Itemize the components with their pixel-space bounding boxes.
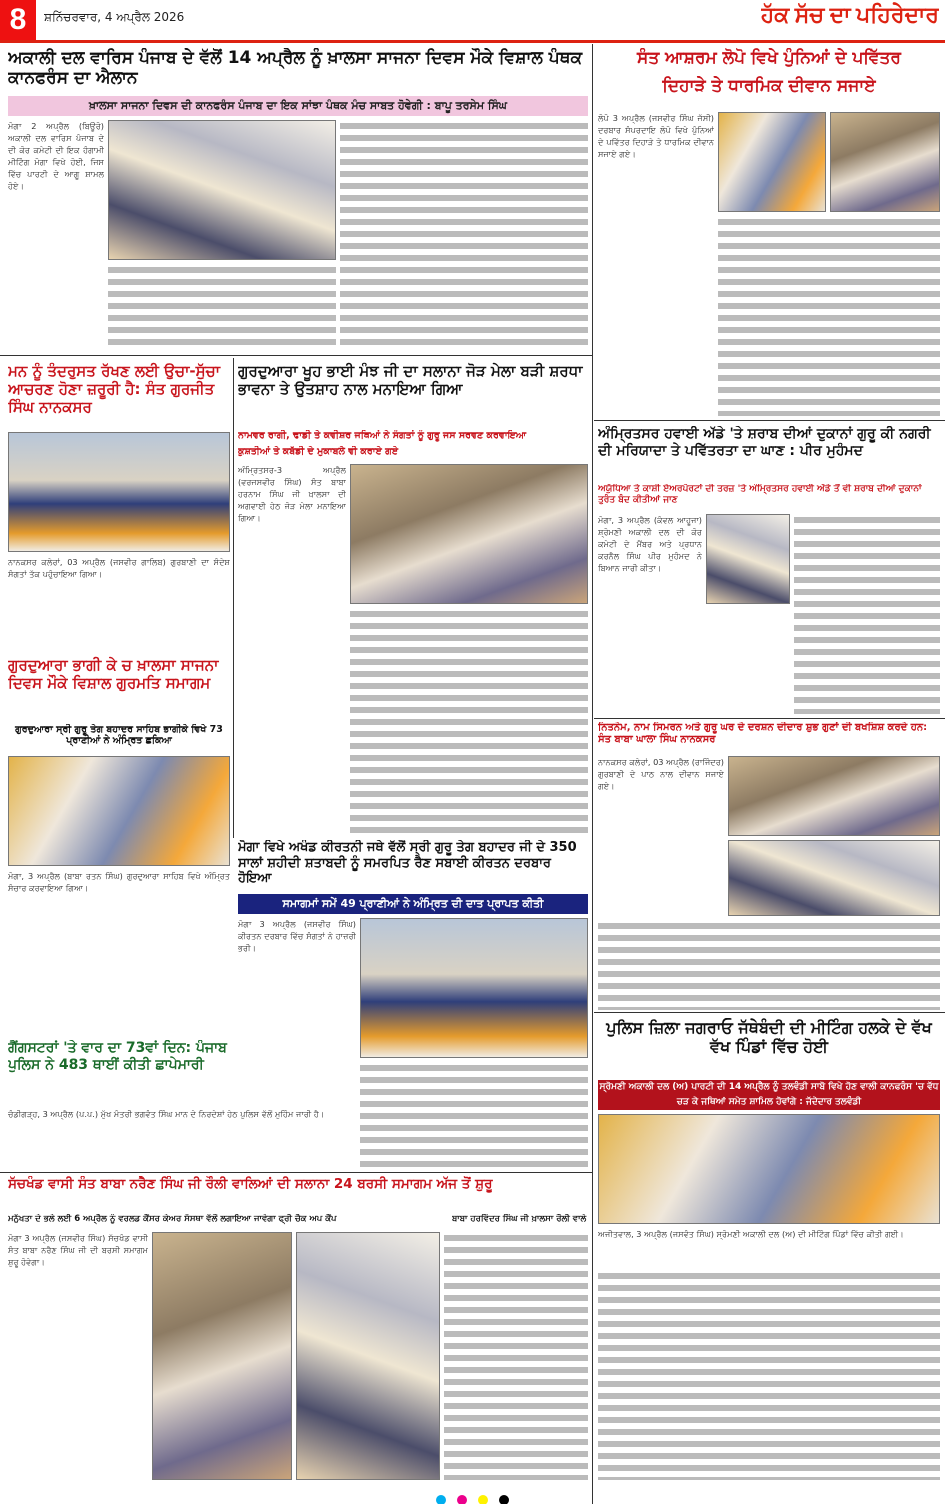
body-akali: ਮੋਗਾ 2 ਅਪ੍ਰੈਲ (ਬਿਊਰੋ) ਅਕਾਲੀ ਦਲ ਵਾਰਿਸ ਪੰਜਾਬ ਦੇ ਦੀ ਕੋਰ ਕਮੇਟੀ ਦੀ ਇਕ ਹੰਗਾਮੀ ਮੀਟਿੰਗ ਮੋਗਾ ਵਿਖੇ ਹੋਈ, ਜਿਸ ਵਿੱਚ ਪਾਰਟੀ ਦੇ ਆਗੂ ਸ਼ਾਮਲ ਹੋਏ। (8, 121, 104, 191)
headline-gangster: ਗੈਂਗਸਟਰਾਂ 'ਤੇ ਵਾਰ ਦਾ 73ਵਾਂ ਦਿਨ: ਪੰਜਾਬ ਪੁਲਿਸ ਨੇ 483 ਥਾਈਂ ਕੀਤੀ ਛਾਪੇਮਾਰੀ (8, 1040, 227, 1073)
headline-amritsar-airport: ਅੰਮ੍ਰਿਤਸਰ ਹਵਾਈ ਅੱਡੇ 'ਤੇ ਸ਼ਰਾਬ ਦੀਆਂ ਦੁਕਾਨਾਂ ਗੁਰੂ ਕੀ ਨਗਰੀ ਦੀ ਮਰਿਯਾਦਾ ਤੇ ਪਵਿੱਤਰਤਾ ਦਾ ਘਾਣ : ਪੀਰ ਮੁਹੰਮਦ (598, 426, 931, 459)
registration-dot (499, 1495, 509, 1504)
registration-dot (457, 1495, 467, 1504)
headline-sant-ashram-2: ਦਿਹਾੜੇ ਤੇ ਧਾਰਮਿਕ ਦੀਵਾਨ ਸਜਾਏ (662, 76, 876, 96)
body-nanaksar: ਨਾਨਕਸਰ ਕਲੇਰਾਂ, 03 ਅਪ੍ਰੈਲ (ਜਸਵੀਰ ਗਾਲਿਬ) ਗੁਰਬਾਣੀ ਦਾ ਸੰਦੇਸ਼ ਸੰਗਤਾਂ ਤੱਕ ਪਹੁੰਚਾਇਆ ਗਿਆ। (8, 557, 230, 579)
divider (0, 1172, 592, 1173)
photo-police (598, 1114, 940, 1224)
divider (594, 718, 945, 719)
headline-gurmat-samagam: ਗੁਰਦੁਆਰਾ ਭਾਗੀ ਕੇ ਚ ਖ਼ਾਲਸਾ ਸਾਜਨਾ ਦਿਵਸ ਮੌਕੇ ਵਿਸ਼ਾਲ ਗੁਰਮਤਿ ਸਮਾਗਮ (8, 656, 219, 692)
divider (594, 420, 945, 421)
photo-gurdwara-khooh (350, 464, 588, 604)
headline-gurdwara-khooh: ਗੁਰਦੁਆਰਾ ਖੂਹ ਭਾਈ ਮੰਝ ਜੀ ਦਾ ਸਲਾਨਾ ਜੋੜ ਮੇਲਾ ਬੜੀ ਸ਼ਰਧਾ ਭਾਵਨਾ ਤੇ ਉਤਸ਼ਾਹ ਨਾਲ ਮਨਾਇਆ ਗਿਆ (238, 362, 583, 398)
body-gangster: ਚੰਡੀਗੜ੍ਹ, 3 ਅਪ੍ਰੈਲ (ਪ.ਪ.) ਮੁੱਖ ਮੰਤਰੀ ਭਗਵੰਤ ਸਿੰਘ ਮਾਨ ਦੇ ਨਿਰਦੇਸ਼ਾਂ ਹੇਠ ਪੁਲਿਸ ਵੱਲੋਂ ਮੁਹਿੰਮ ਜਾਰੀ ਹੈ। (8, 1109, 325, 1119)
body-lines-gurdwara-khooh (350, 608, 588, 834)
body-amritsar-airport: ਮੋਗਾ, 3 ਅਪ੍ਰੈਲ (ਕੰਵਲ ਆਹੂਜਾ) ਸ਼੍ਰੋਮਣੀ ਅਕਾਲੀ ਦਲ ਦੀ ਕੋਰ ਕਮੇਟੀ ਦੇ ਮੈਂਬਰ ਅਤੇ ਪ੍ਰਧਾਨ ਕਰਨੈਲ ਸਿੰਘ ਪੀਰ ਮੁਹੰਮਦ ਨੇ ਬਿਆਨ ਜਾਰੀ ਕੀਤਾ। (598, 515, 702, 573)
body-lines-akali (108, 264, 336, 350)
newspaper-title: ਹੱਕ ਸੱਚ ਦਾ ਪਹਿਰੇਦਾਰ (760, 2, 939, 27)
divider (0, 355, 592, 356)
divider (233, 358, 234, 838)
body-lines-police (598, 1270, 940, 1480)
photo-sachkhand-1 (152, 1232, 292, 1480)
headline-nitnem: ਨਿਤਨੇਮ, ਨਾਮ ਸਿਮਰਨ ਅਤੇ ਗੁਰੂ ਘਰ ਦੇ ਦਰਸ਼ਨ ਦੀਦਾਰ ਸ਼ੁਭ ਗੁਣਾਂ ਦੀ ਬਖਸ਼ਿਸ਼ ਕਰਦੇ ਹਨ: ਸੰਤ ਬਾਬਾ ਘਾਲਾ ਸਿੰਘ ਨਾਨਕਸਰ (598, 722, 928, 745)
body-sachkhand: ਮੋਗਾ 3 ਅਪ੍ਰੈਲ (ਜਸਵੀਰ ਸਿੰਘ) ਸੱਚਖੰਡ ਵਾਸੀ ਸੰਤ ਬਾਬਾ ਨਰੈਣ ਸਿੰਘ ਜੀ ਦੀ ਬਰਸੀ ਸਮਾਗਮ ਸ਼ੁਰੂ ਹੋਵੇਗਾ। (8, 1233, 148, 1267)
headline-nanaksar: ਮਨ ਨੂੰ ਤੰਦਰੁਸਤ ਰੱਖਣ ਲਈ ਉਚਾ-ਸੁੱਚਾ ਆਚਰਣ ਹੋਣਾ ਜ਼ਰੂਰੀ ਹੈ: ਸੰਤ ਗੁਰਜੀਤ ਸਿੰਘ ਨਾਨਕਸਰ (8, 362, 221, 416)
subhead-amritsar-airport: ਅਯੁੱਧਿਆ ਤੇ ਕਾਸ਼ੀ ਏਅਰਪੋਰਟਾਂ ਦੀ ਤਰਜ਼ 'ਤੇ ਅੰਮ੍ਰਿਤਸਰ ਹਵਾਈ ਅੱਡੇ ਤੋਂ ਵੀ ਸ਼ਰਾਬ ਦੀਆਂ ਦੁਕਾਨਾਂ ਤੁਰੰਤ ਬੰਦ ਕੀਤੀਆਂ ਜਾਣ (598, 484, 922, 505)
body-kirtan-darbar: ਮੋਗਾ 3 ਅਪ੍ਰੈਲ (ਜਸਵੀਰ ਸਿੰਘ) ਕੀਰਤਨ ਦਰਬਾਰ ਵਿੱਚ ਸੰਗਤਾਂ ਨੇ ਹਾਜ਼ਰੀ ਭਰੀ। (238, 919, 356, 953)
headline-kirtan-darbar: ਮੋਗਾ ਵਿਖੇ ਅਖੰਡ ਕੀਰਤਨੀ ਜਥੇ ਵੱਲੋਂ ਸ੍ਰੀ ਗੁਰੂ ਤੇਗ ਬਹਾਦਰ ਜੀ ਦੇ 350 ਸਾਲਾਂ ਸ਼ਹੀਦੀ ਸ਼ਤਾਬਦੀ ਨੂੰ ਸਮਰਪਿਤ ਰੈਣ ਸਬਾਈ ਕੀਰਤਨ ਦਰਬਾਰ ਹੋਇਆ (238, 840, 577, 887)
subhead-police: ਸ੍ਰੋਮਣੀ ਅਕਾਲੀ ਦਲ (ਅ) ਪਾਰਟੀ ਦੀ 14 ਅਪ੍ਰੈਲ ਨੂੰ ਤਲਵੰਡੀ ਸਾਬੋ ਵਿਖੇ ਹੋਣ ਵਾਲੀ ਕਾਨਫਰੰਸ 'ਚ ਵੱਧ ਚੜ ਕੇ ਜਥਿਆਂ ਸਮੇਤ ਸ਼ਾਮਿਲ ਹੋਵਾਂਗੇ : ਜੱਦੇਦਾਰ ਤਲਵੰਡੀ (598, 1080, 940, 1110)
headline-sachkhand: ਸੱਚਖੰਡ ਵਾਸੀ ਸੰਤ ਬਾਬਾ ਨਰੈਣ ਸਿੰਘ ਜੀ ਰੌਲੀ ਵਾਲਿਆਂ ਦੀ ਸਲਾਨਾ 24 ਬਰਸੀ ਸਮਾਗਮ ਅੱਜ ਤੋਂ ਸ਼ੁਰੂ (8, 1176, 493, 1192)
body-gurdwara-khooh: ਅੰਮ੍ਰਿਤਸਰ-3 ਅਪ੍ਰੈਲ (ਵਰਜਸਵੀਰ ਸਿੰਘ) ਸੰਤ ਬਾਬਾ ਹਰਨਾਮ ਸਿੰਘ ਜੀ ਖ਼ਾਲਸਾ ਦੀ ਅਗਵਾਈ ਹੇਠ ਜੋੜ ਮੇਲਾ ਮਨਾਇਆ ਗਿਆ। (238, 465, 346, 523)
subhead-gurmat-samagam: ਗੁਰਦੁਆਰਾ ਸ੍ਰੀ ਗੁਰੂ ਤੇਗ ਬਹਾਦਰ ਸਾਹਿਬ ਭਾਗੀਕੇ ਵਿਖੇ 73 ਪ੍ਰਾਣੀਆਂ ਨੇ ਅੰਮ੍ਰਿਤ ਛਕਿਆ (15, 724, 223, 747)
photo-peer-muhammad (706, 514, 790, 604)
photo-gurmat-samagam (8, 756, 230, 866)
subhead-gurdwara-khooh-1: ਨਾਮਵਰ ਰਾਗੀ, ਢਾਡੀ ਤੇ ਕਵੀਸ਼ਰ ਜਥਿਆਂ ਨੇ ਸੰਗਤਾਂ ਨੂੰ ਗੁਰੂ ਜਸ ਸਰਵਣ ਕਰਵਾਇਆ (238, 430, 527, 441)
body-lines-amritsar (794, 514, 940, 714)
body-lines-sachkhand (444, 1232, 588, 1480)
photo-nitnem-2 (728, 840, 940, 916)
body-police: ਅਜੀਤਵਾਲ, 3 ਅਪ੍ਰੈਲ (ਜਸਵੰਤ ਸਿੰਘ) ਸ੍ਰੋਮਣੀ ਅਕਾਲੀ ਦਲ (ਅ) ਦੀ ਮੀਟਿੰਗ ਪਿੰਡਾਂ ਵਿੱਚ ਕੀਤੀ ਗਈ। (598, 1229, 904, 1239)
photo-kirtan-darbar (360, 918, 588, 1058)
body-lines-akali-2 (340, 120, 588, 350)
photo-sant-ashram-2 (830, 112, 940, 212)
photo-nitnem-1 (728, 756, 940, 836)
subhead-akali: ਖ਼ਾਲਸਾ ਸਾਜਨਾ ਦਿਵਸ ਦੀ ਕਾਨਫਰੰਸ ਪੰਜਾਬ ਦਾ ਇਕ ਸਾਂਝਾ ਪੰਥਕ ਮੰਚ ਸਾਬਤ ਹੋਵੇਗੀ : ਬਾਪੂ ਤਰਸੇਮ ਸਿੰਘ (8, 96, 588, 116)
subhead-sachkhand-1: ਮਨੁੱਖਤਾ ਦੇ ਭਲੇ ਲਈ 6 ਅਪ੍ਰੈਲ ਨੂੰ ਵਰਲਡ ਕੈਂਸਰ ਕੇਅਰ ਸੰਸਥਾ ਵੱਲੋਂ ਲਗਾਇਆ ਜਾਵੇਗਾ ਫ੍ਰੀ ਚੈਕ ਅਪ ਕੈਂਪ (8, 1214, 337, 1224)
headline-akali: ਅਕਾਲੀ ਦਲ ਵਾਰਿਸ ਪੰਜਾਬ ਦੇ ਵੱਲੋਂ 14 ਅਪ੍ਰੈਲ ਨੂੰ ਖ਼ਾਲਸਾ ਸਾਜਨਾ ਦਿਵਸ ਮੌਕੇ ਵਿਸ਼ਾਲ ਪੰਥਕ ਕਾਨਫਰੰਸ ਦਾ ਐਲਾਨ (8, 48, 583, 89)
photo-sant-ashram-1 (718, 112, 826, 212)
divider (594, 1012, 945, 1013)
headline-police: ਪੁਲਿਸ ਜ਼ਿਲਾ ਜਗਰਾਓ ਜੱਥੇਬੰਦੀ ਦੀ ਮੀਟਿੰਗ ਹਲਕੇ ਦੇ ਵੱਖ ਵੱਖ ਪਿੰਡਾਂ ਵਿੱਚ ਹੋਈ (606, 1018, 932, 1057)
divider (592, 44, 593, 1504)
body-nitnem: ਨਾਨਕਸਰ ਕਲੇਰਾਂ, 03 ਅਪ੍ਰੈਲ (ਰਾਜਿੰਦਰ) ਗੁਰਬਾਣੀ ਦੇ ਪਾਠ ਨਾਲ ਦੀਵਾਨ ਸਜਾਏ ਗਏ। (598, 757, 724, 791)
body-lines-nitnem (598, 920, 940, 1010)
subhead-gurdwara-khooh-2: ਕੁਸ਼ਤੀਆਂ ਤੇ ਕਬੱਡੀ ਦੇ ਮੁਕਾਬਲੇ ਵੀ ਕਰਾਏ ਗਏ (238, 446, 399, 457)
issue-date: ਸ਼ਨਿੱਚਰਵਾਰ, 4 ਅਪ੍ਰੈਲ 2026 (44, 10, 185, 24)
headline-sant-ashram-1: ਸੰਤ ਆਸ਼ਰਮ ਲੋਪੋ ਵਿਖੇ ਪੁੰਨਿਆਂ ਦੇ ਪਵਿੱਤਰ (637, 48, 901, 68)
subhead-sachkhand-2: ਬਾਬਾ ਹਰਵਿੰਦਰ ਸਿੰਘ ਜੀ ਖ਼ਾਲਸਾ ਰੌਲੀ ਵਾਲੇ (452, 1214, 587, 1224)
page-number: 8 (0, 0, 36, 40)
band-kirtan-darbar: ਸਮਾਗਮਾਂ ਸਮੇਂ 49 ਪ੍ਰਾਣੀਆਂ ਨੇ ਅੰਮ੍ਰਿਤ ਦੀ ਦਾਤ ਪ੍ਰਾਪਤ ਕੀਤੀ (238, 894, 588, 914)
body-lines-sant-ashram (718, 216, 940, 416)
photo-sachkhand-2 (296, 1232, 440, 1480)
registration-dot (436, 1495, 446, 1504)
masthead-rule (0, 40, 945, 43)
photo-nanaksar (8, 432, 230, 552)
body-gurmat-samagam: ਮੋਗਾ, 3 ਅਪ੍ਰੈਲ (ਬਾਬਾ ਰਤਨ ਸਿੰਘ) ਗੁਰਦੁਆਰਾ ਸਾਹਿਬ ਵਿਖੇ ਅੰਮ੍ਰਿਤ ਸੰਚਾਰ ਕਰਵਾਇਆ ਗਿਆ। (8, 871, 230, 893)
photo-akali-meeting (108, 120, 336, 260)
registration-dot (478, 1495, 488, 1504)
body-sant-ashram: ਲੋਪੋ 3 ਅਪ੍ਰੈਲ (ਜਸਵੀਰ ਸਿੰਘ ਜੱਸੀ) ਦਰਬਾਰ ਸੰਪਰਦਾਇ ਲੋਪੋ ਵਿਖੇ ਪੁੰਨਿਆਂ ਦੇ ਪਵਿੱਤਰ ਦਿਹਾੜੇ ਤੇ ਧਾਰਮਿਕ ਦੀਵਾਨ ਸਜਾਏ ਗਏ। (598, 113, 714, 159)
color-registration-marks (0, 1490, 945, 1504)
